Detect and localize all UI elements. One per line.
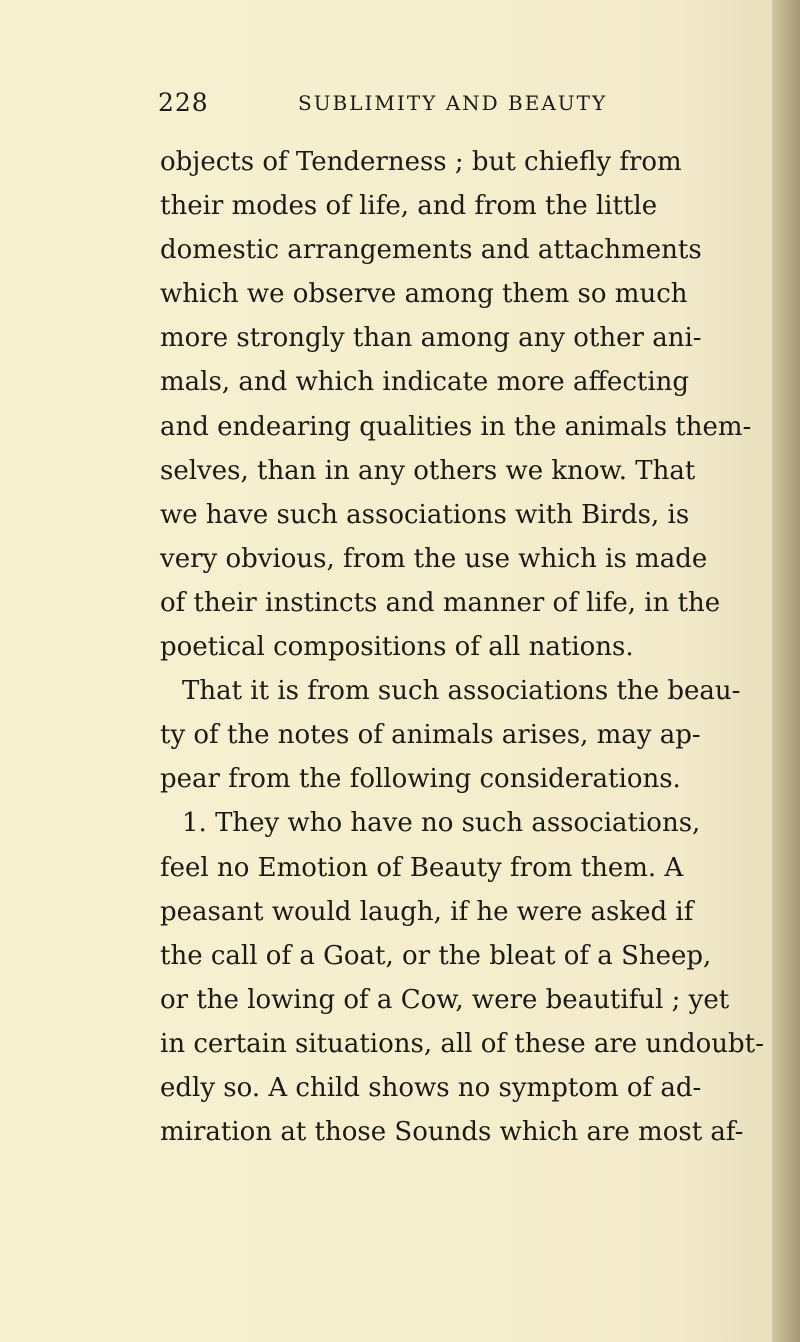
page-edge-shadow	[772, 0, 800, 1342]
text-line: peasant would laugh, if he were asked if	[160, 896, 694, 927]
page-number: 228	[158, 88, 209, 117]
text-line: objects of Tenderness ; but chiefly from	[160, 147, 682, 177]
text-line: which we observe among them so much	[160, 279, 688, 310]
text-line: domestic arrangements and attachments	[160, 235, 702, 266]
text-line: mals, and which indicate more affecting	[160, 367, 690, 398]
text-line: selves, than in any others we know. That	[160, 455, 696, 486]
text-line: in certain situations, all of these are undoubt-	[160, 1028, 764, 1059]
running-head-title: SUBLIMITY AND BEAUTY	[298, 91, 608, 115]
body-text	[160, 140, 764, 1154]
text-line: poetical compositions of all nations.	[160, 632, 634, 663]
text-line: very obvious, from the use which is made	[160, 543, 708, 574]
text-line: we have such associations with Birds, is	[160, 499, 690, 530]
text-line: or the lowing of a Cow, were beautiful ; yet	[160, 984, 730, 1015]
text-line: edly so. A child shows no symptom of ad-	[160, 1072, 702, 1103]
text-line: feel no Emotion of Beauty from them. A	[160, 852, 684, 883]
text-line: 1. They who have no such associations,	[182, 808, 701, 839]
text-line: miration at those Sounds which are most af-	[160, 1117, 744, 1148]
text-line: and endearing qualities in the animals them-	[160, 411, 752, 442]
text-line: That it is from such associations the beau-	[182, 676, 741, 707]
text-line: ty of the notes of animals arises, may ap-	[160, 720, 701, 751]
text-line: more strongly than among any other ani-	[160, 323, 702, 354]
text-line: pear from the following considerations.	[160, 764, 681, 795]
text-line: their modes of life, and from the little	[160, 191, 658, 222]
text-line: the call of a Goat, or the bleat of a Sheep,	[160, 940, 712, 971]
text-line: of their instincts and manner of life, in the	[160, 587, 721, 618]
running-head	[158, 88, 678, 124]
